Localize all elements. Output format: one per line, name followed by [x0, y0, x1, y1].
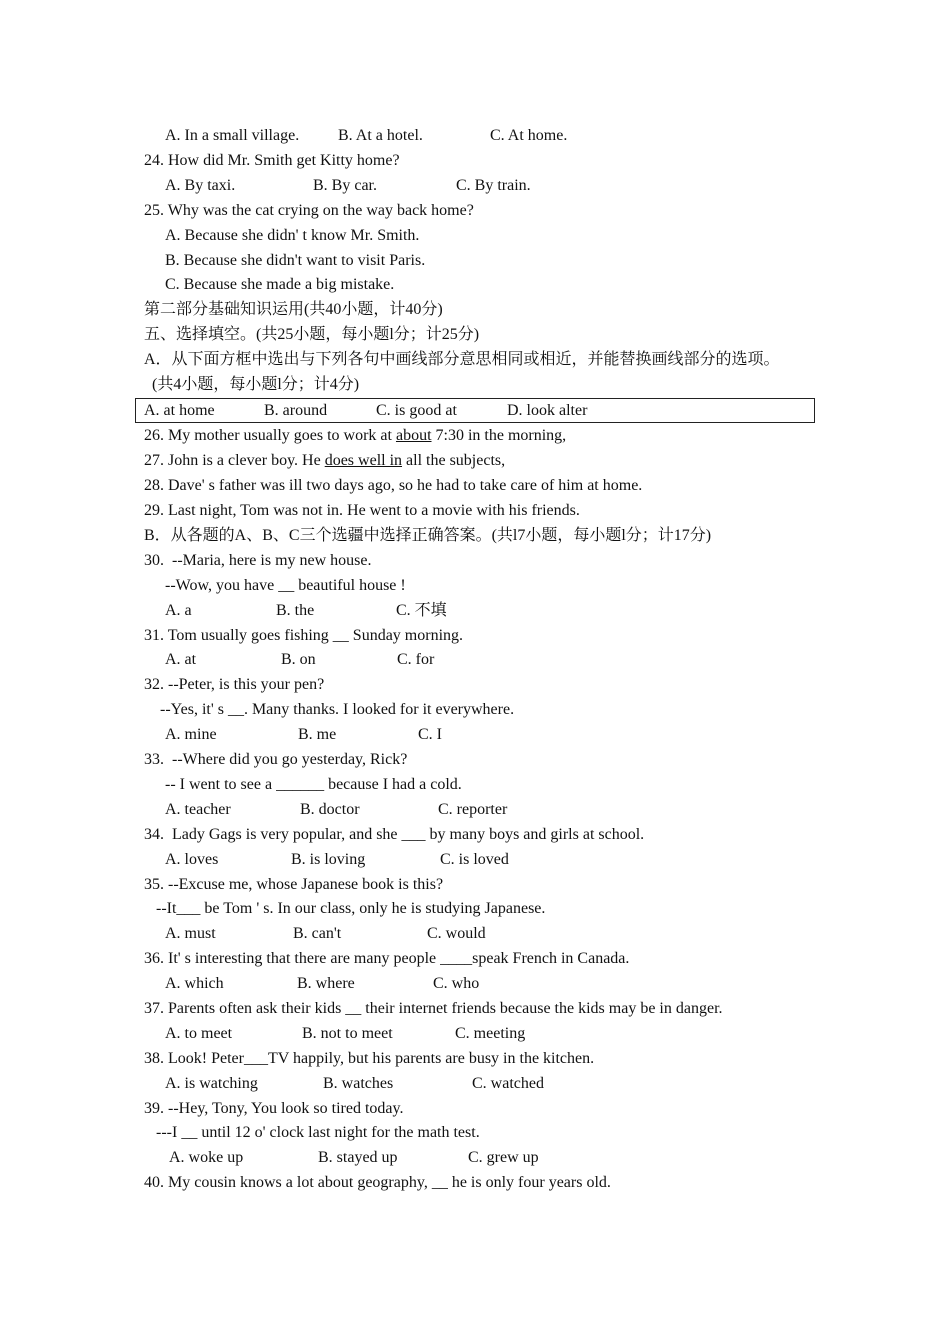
- q39-option-b: B. stayed up: [318, 1149, 398, 1166]
- q34-option-a: A. loves: [165, 851, 219, 868]
- q24-option-c: C. By train.: [456, 177, 531, 194]
- q26: [144, 426, 566, 446]
- q35-option-b: B. can't: [293, 925, 342, 942]
- q37-stem: 37. Parents often ask their kids __ their internet friends because the kids may be in danger.: [144, 1000, 723, 1017]
- box-option-a: A. at home: [144, 402, 215, 419]
- part2-title: 第二部分基础知识运用(共40小题，计40分): [144, 301, 443, 318]
- option-box: [135, 398, 815, 423]
- q40-stem: 40. My cousin knows a lot about geography, __ he is only four years old.: [144, 1174, 611, 1191]
- q38-stem: 38. Look! Peter___TV happily, but his parents are busy in the kitchen.: [144, 1050, 595, 1067]
- q27-after: all the subjects,: [402, 452, 506, 469]
- q38-option-a: A. is watching: [165, 1075, 258, 1092]
- q35-line2: --It___ be Tom ' s. In our class, only he is studying Japanese.: [156, 900, 546, 917]
- q28: 28. Dave' s father was ill two days ago, so he had to take care of him at home.: [144, 477, 643, 494]
- q33-stem: 33. --Where did you go yesterday, Rick?: [144, 751, 408, 768]
- q31-stem: 31. Tom usually goes fishing __ Sunday morning.: [144, 627, 464, 644]
- section-a-scoring: (共4小题，每小题l分；计4分): [152, 376, 360, 393]
- q30-option-a: A. a: [165, 602, 192, 619]
- q37-option-b: B. not to meet: [302, 1025, 393, 1042]
- q24-option-a: A. By taxi.: [165, 177, 236, 194]
- q23-option-a: A. In a small village.: [165, 127, 300, 144]
- q26-underlined: about: [395, 427, 432, 444]
- q23-option-c: C. At home.: [490, 127, 568, 144]
- q27-before: 27. John is a clever boy. He: [144, 452, 325, 469]
- q36-option-a: A. which: [165, 975, 224, 992]
- q36-option-b: B. where: [297, 975, 355, 992]
- q32-option-b: B. me: [298, 726, 337, 743]
- section5-title: 五、选择填空。(共25小题，每小题l分；计25分): [144, 326, 480, 343]
- q33-line2: -- I went to see a ______ because I had a cold.: [165, 776, 462, 793]
- q35-option-c: C. would: [427, 925, 486, 942]
- q25-option-c: C. Because she made a big mistake.: [165, 276, 395, 293]
- section-a-instructions: A．从下面方框中选出与下列各句中画线部分意思相同或相近，并能替换画线部分的选项。: [144, 351, 780, 368]
- q33-option-c: C. reporter: [438, 801, 508, 818]
- q29: 29. Last night, Tom was not in. He went to a movie with his friends.: [144, 502, 580, 519]
- q38-option-b: B. watches: [323, 1075, 394, 1092]
- q33-option-b: B. doctor: [300, 801, 360, 818]
- q31-option-b: B. on: [281, 651, 316, 668]
- q26-before: 26. My mother usually goes to work at: [144, 427, 396, 444]
- q30-stem: 30. --Maria, here is my new house.: [144, 552, 372, 569]
- q30-line2: --Wow, you have __ beautiful house !: [165, 577, 406, 594]
- q32-stem: 32. --Peter, is this your pen?: [144, 676, 325, 693]
- q32-option-c: C. I: [418, 726, 442, 743]
- q34-option-b: B. is loving: [291, 851, 366, 868]
- q39-option-c: C. grew up: [468, 1149, 539, 1166]
- q23-option-b: B. At a hotel.: [338, 127, 423, 144]
- q26-after: 7:30 in the morning,: [431, 427, 567, 444]
- q25-stem: 25. Why was the cat crying on the way back home?: [144, 202, 474, 219]
- box-option-b: B. around: [264, 402, 328, 419]
- q36-stem: 36. It' s interesting that there are many people ____speak French in Canada.: [144, 950, 630, 967]
- q35-stem: 35. --Excuse me, whose Japanese book is this?: [144, 876, 444, 893]
- q32-option-a: A. mine: [165, 726, 217, 743]
- q30-option-c: C. 不填: [396, 602, 447, 619]
- q36-option-c: C. who: [433, 975, 480, 992]
- q27: [144, 451, 505, 471]
- q39-stem: 39. --Hey, Tony, You look so tired today.: [144, 1100, 404, 1117]
- q27-underlined: does well in: [324, 452, 403, 469]
- q39-line2: ---I __ until 12 o' clock last night for the math test.: [156, 1124, 480, 1141]
- q24-stem: 24. How did Mr. Smith get Kitty home?: [144, 152, 400, 169]
- q30-option-b: B. the: [276, 602, 315, 619]
- q37-option-c: C. meeting: [455, 1025, 526, 1042]
- q33-option-a: A. teacher: [165, 801, 231, 818]
- q34-option-c: C. is loved: [440, 851, 509, 868]
- q31-option-c: C. for: [397, 651, 435, 668]
- q25-option-b: B. Because she didn't want to visit Paris.: [165, 252, 426, 269]
- q35-option-a: A. must: [165, 925, 216, 942]
- q38-option-c: C. watched: [472, 1075, 544, 1092]
- box-option-c: C. is good at: [376, 402, 457, 419]
- q25-option-a: A. Because she didn' t know Mr. Smith.: [165, 227, 420, 244]
- section-b-instructions: B．从各题的A、B、C三个选疆中选择正确答案。(共l7小题，每小题l分；计17分): [144, 527, 712, 544]
- q32-line2: --Yes, it' s __. Many thanks. I looked for it everywhere.: [160, 701, 515, 718]
- q24-option-b: B. By car.: [313, 177, 377, 194]
- q31-option-a: A. at: [165, 651, 197, 668]
- q34-stem: 34. Lady Gags is very popular, and she ___ by many boys and girls at school.: [144, 826, 645, 843]
- box-option-d: D. look alter: [507, 402, 588, 419]
- q39-option-a: A. woke up: [169, 1149, 244, 1166]
- q37-option-a: A. to meet: [165, 1025, 233, 1042]
